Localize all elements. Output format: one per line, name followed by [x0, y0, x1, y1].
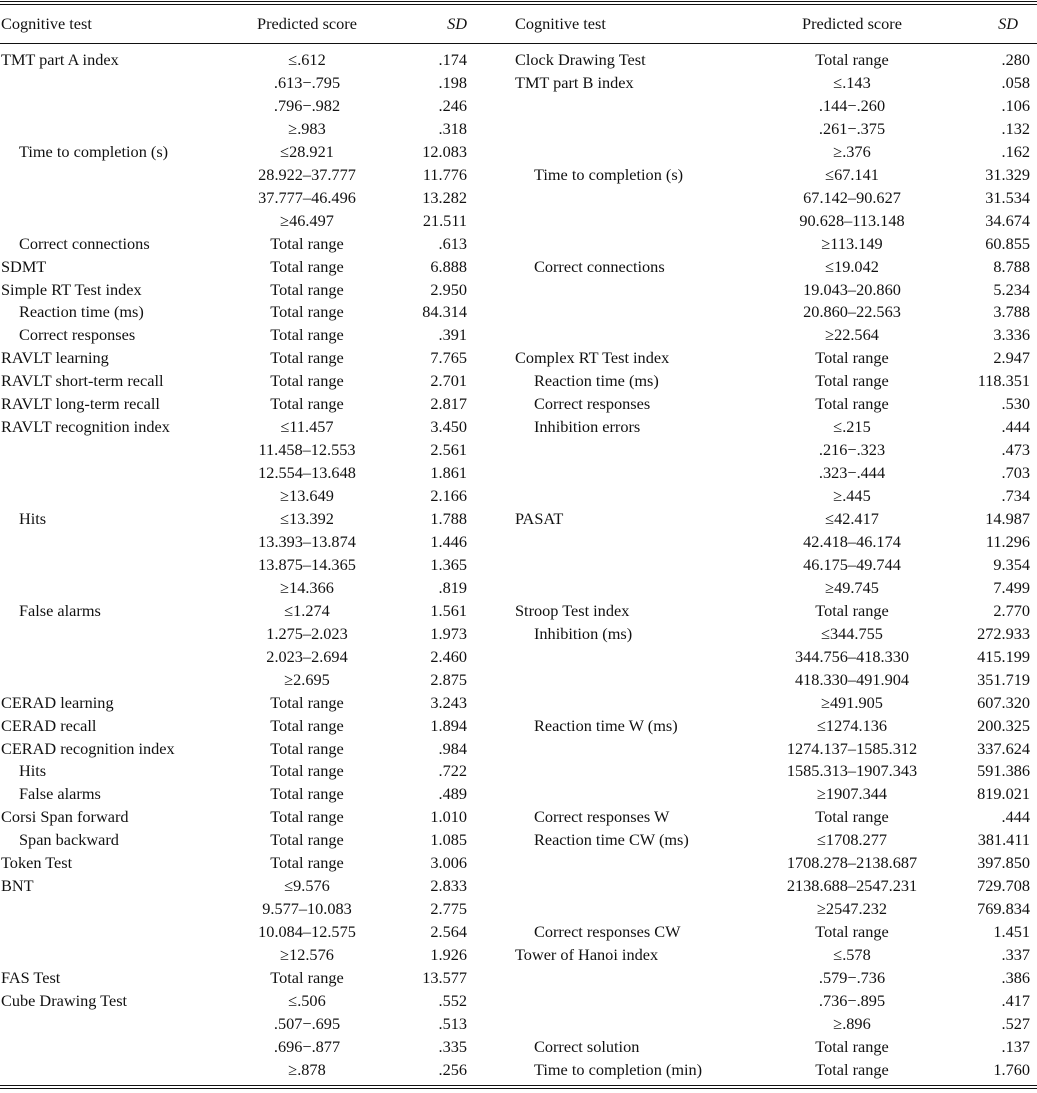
cell-sd: .530 [1001, 394, 1030, 414]
cell-predicted-score: 418.330–491.904 [795, 669, 909, 689]
cell-sd: 1.861 [430, 463, 467, 483]
cell-test: Correct responses W [534, 807, 670, 827]
cell-predicted-score: 28.922–37.777 [258, 164, 356, 184]
cell-sd: .246 [438, 95, 467, 115]
cell-sd: 1.451 [993, 922, 1030, 942]
cell-sd: .444 [1001, 417, 1030, 437]
cell-predicted-score: Total range [270, 279, 344, 299]
cell-predicted-score: 42.418–46.174 [803, 531, 901, 551]
cell-predicted-score: 344.756–418.330 [795, 646, 909, 666]
cell-predicted-score: 37.777–46.496 [258, 187, 356, 207]
cell-sd: 5.234 [993, 279, 1030, 299]
header-left-sd: SD [447, 14, 467, 33]
cell-test: Correct connections [19, 233, 150, 253]
cell-test: Time to completion (min) [534, 1059, 703, 1079]
cell-predicted-score: ≥113.149 [821, 233, 883, 253]
cell-predicted-score: .507−.695 [273, 1013, 341, 1033]
cell-test: Inhibition errors [534, 417, 641, 437]
cell-predicted-score: Total range [270, 830, 344, 850]
cell-predicted-score: ≥2547.232 [817, 899, 887, 919]
cell-predicted-score: ≥.445 [833, 486, 871, 506]
cell-test: RAVLT long-term recall [1, 394, 160, 414]
cell-test: Hits [19, 761, 47, 781]
cell-sd: .527 [1001, 1013, 1030, 1033]
cell-predicted-score: ≤1708.277 [817, 830, 887, 850]
cell-test: Correct connections [534, 256, 665, 276]
cell-predicted-score: ≥.376 [833, 141, 871, 161]
cell-sd: 337.624 [977, 738, 1030, 758]
cell-test: RAVLT learning [1, 348, 109, 368]
cell-sd: .337 [1001, 945, 1030, 965]
cell-sd: .132 [1001, 118, 1030, 138]
cell-test: Complex RT Test index [515, 348, 670, 368]
top-rule-double [0, 4, 1037, 5]
cell-sd: .162 [1001, 141, 1030, 161]
cell-predicted-score: Total range [270, 371, 344, 391]
cell-sd: 381.411 [977, 830, 1030, 850]
cell-sd: 397.850 [977, 853, 1030, 873]
cell-test: Token Test [1, 853, 73, 873]
cell-sd: .819 [438, 577, 467, 597]
cell-test: Reaction time W (ms) [534, 715, 678, 735]
cell-predicted-score: .796−.982 [273, 95, 341, 115]
cell-sd: 2.564 [430, 922, 467, 942]
cell-predicted-score: Total range [270, 807, 344, 827]
cell-predicted-score: ≥.878 [288, 1059, 326, 1079]
cell-sd: .335 [438, 1036, 467, 1056]
cell-test: Simple RT Test index [1, 279, 142, 299]
cell-predicted-score: .323−.444 [818, 463, 886, 483]
cell-predicted-score: Total range [815, 348, 889, 368]
cell-predicted-score: ≥.896 [833, 1013, 871, 1033]
cell-predicted-score: 11.458–12.553 [258, 440, 356, 460]
cell-sd: 2.775 [430, 899, 467, 919]
cell-sd: .417 [1001, 990, 1030, 1010]
cell-sd: 14.987 [985, 509, 1030, 528]
cell-predicted-score: .261−.375 [818, 118, 886, 138]
cell-predicted-score: 19.043–20.860 [803, 279, 901, 299]
cell-sd: .391 [438, 325, 467, 345]
cell-sd: 1.973 [430, 623, 467, 643]
cell-predicted-score: Total range [270, 968, 344, 987]
cell-sd: 1.010 [430, 807, 467, 827]
cell-predicted-score: Total range [815, 371, 889, 391]
cell-predicted-score: 2138.688–2547.231 [786, 876, 918, 896]
cell-predicted-score: Total range [270, 692, 344, 712]
cell-sd: .318 [438, 118, 467, 138]
cell-predicted-score: 90.628–113.148 [799, 210, 905, 230]
cell-sd: 3.243 [430, 692, 467, 712]
top-rule [0, 1, 1037, 2]
cell-predicted-score: ≤67.141 [825, 164, 879, 184]
cell-sd: 84.314 [422, 302, 467, 322]
cell-sd: 3.788 [993, 302, 1030, 322]
cell-predicted-score: ≥.983 [288, 118, 326, 138]
cell-sd: 3.336 [993, 325, 1030, 345]
cell-sd: 21.511 [422, 210, 467, 230]
cell-predicted-score: ≥49.745 [825, 577, 879, 597]
cell-predicted-score: 1585.313–1907.343 [786, 761, 918, 781]
cell-sd: 7.499 [993, 577, 1030, 597]
cell-test: CERAD learning [1, 692, 114, 712]
cell-test: Time to completion (s) [19, 141, 169, 161]
header-left-test: Cognitive test [1, 14, 92, 33]
cell-sd: 2.833 [430, 876, 467, 896]
cell-predicted-score: Total range [270, 853, 344, 873]
cell-sd: 118.351 [977, 371, 1030, 391]
cell-sd: 1.561 [430, 600, 467, 620]
cell-sd: .473 [1001, 440, 1030, 460]
cell-test: Reaction time (ms) [534, 371, 659, 391]
cell-sd: .174 [438, 50, 467, 69]
cell-test: Corsi Span forward [1, 807, 129, 827]
cell-predicted-score: 1708.278–2138.687 [786, 853, 918, 873]
cell-test: False alarms [19, 784, 101, 804]
cell-sd: 8.788 [993, 256, 1030, 276]
cell-predicted-score: .144−.260 [818, 95, 886, 115]
cell-sd: 3.006 [430, 853, 467, 873]
cell-predicted-score: Total range [815, 922, 889, 942]
header-rule [0, 43, 1037, 44]
cell-sd: .386 [1001, 968, 1030, 987]
cell-predicted-score: Total range [815, 394, 889, 414]
cell-sd: 2.875 [430, 669, 467, 689]
cell-test: Cube Drawing Test [1, 990, 128, 1010]
cell-test: Span backward [19, 830, 119, 850]
cell-predicted-score: ≤1.274 [284, 600, 330, 620]
cell-predicted-score: Total range [270, 233, 344, 253]
cell-sd: 729.708 [977, 876, 1030, 896]
cell-sd: .722 [438, 761, 467, 781]
cell-predicted-score: ≤.143 [833, 72, 871, 92]
cell-sd: .552 [438, 990, 467, 1010]
cell-sd: 2.561 [430, 440, 467, 460]
cell-sd: 607.320 [977, 692, 1030, 712]
cell-predicted-score: Total range [270, 715, 344, 735]
cell-sd: 31.534 [985, 187, 1030, 207]
cell-sd: 1.365 [430, 554, 467, 574]
cell-sd: .198 [438, 72, 467, 92]
cell-predicted-score: ≤.578 [833, 945, 871, 965]
cell-sd: 13.577 [422, 968, 467, 987]
cell-predicted-score: 1274.137–1585.312 [786, 738, 918, 758]
header-right-test: Cognitive test [515, 14, 606, 33]
cell-sd: .256 [438, 1059, 467, 1079]
cell-sd: 2.817 [430, 394, 467, 414]
cell-predicted-score: ≥1907.344 [817, 784, 887, 804]
cell-sd: 272.933 [977, 623, 1030, 643]
cell-predicted-score: ≤28.921 [280, 141, 334, 161]
cell-sd: 3.450 [430, 417, 467, 437]
cell-predicted-score: .736−.895 [818, 990, 886, 1010]
cell-test: Tower of Hanoi index [515, 945, 659, 965]
cell-predicted-score: Total range [815, 1036, 889, 1056]
cell-predicted-score: 13.393–13.874 [258, 531, 356, 551]
cell-sd: 2.950 [430, 279, 467, 299]
cell-test: RAVLT recognition index [1, 417, 170, 437]
cell-sd: 1.760 [993, 1059, 1030, 1079]
cell-sd: 12.083 [422, 141, 467, 161]
cell-predicted-score: Total range [270, 256, 344, 276]
cell-predicted-score: ≥14.366 [280, 577, 334, 597]
cell-predicted-score: ≥46.497 [280, 210, 334, 230]
cell-predicted-score: 67.142–90.627 [803, 187, 901, 207]
cell-predicted-score: Total range [270, 784, 344, 804]
cell-predicted-score: Total range [270, 738, 344, 758]
cell-predicted-score: 20.860–22.563 [803, 302, 901, 322]
cell-predicted-score: 2.023–2.694 [266, 646, 348, 666]
cell-predicted-score: 12.554–13.648 [258, 463, 356, 483]
cell-predicted-score: 13.875–14.365 [258, 554, 356, 574]
cell-test: CERAD recall [1, 715, 97, 735]
cell-sd: .137 [1001, 1036, 1030, 1056]
cell-test: Correct responses [19, 325, 136, 345]
cell-predicted-score: .613−.795 [273, 72, 341, 92]
cell-sd: .444 [1001, 807, 1030, 827]
cell-sd: 591.386 [977, 761, 1030, 781]
cell-predicted-score: Total range [270, 394, 344, 414]
cell-predicted-score: 1.275–2.023 [266, 623, 348, 643]
cell-sd: 13.282 [422, 187, 467, 207]
cell-test: Hits [19, 509, 47, 528]
cell-predicted-score: Total range [270, 348, 344, 368]
bottom-rule-double [0, 1088, 1037, 1089]
cell-sd: 1.788 [430, 509, 467, 528]
cell-test: Inhibition (ms) [534, 623, 633, 643]
cell-test: CERAD recognition index [1, 738, 175, 758]
cell-test: Reaction time (ms) [19, 302, 144, 322]
bottom-rule [0, 1085, 1037, 1086]
cell-predicted-score: Total range [815, 600, 889, 620]
header-right-predicted: Predicted score [802, 14, 902, 33]
cell-sd: 415.199 [977, 646, 1030, 666]
cell-sd: 200.325 [977, 715, 1030, 735]
cell-predicted-score: ≤.612 [288, 50, 326, 69]
cell-predicted-score: ≤1274.136 [817, 715, 887, 735]
cell-predicted-score: ≤11.457 [280, 417, 334, 437]
cell-predicted-score: ≤.215 [833, 417, 871, 437]
cell-sd: 31.329 [985, 164, 1030, 184]
cell-predicted-score: Total range [815, 1059, 889, 1079]
cell-sd: 351.719 [977, 669, 1030, 689]
cell-sd: 1.446 [430, 531, 467, 551]
cell-predicted-score: 10.084–12.575 [258, 922, 356, 942]
cell-predicted-score: ≥2.695 [284, 669, 330, 689]
cell-sd: .513 [438, 1013, 467, 1033]
cell-predicted-score: ≤42.417 [825, 509, 879, 528]
cell-predicted-score: 9.577–10.083 [262, 899, 352, 919]
cell-test: Correct responses CW [534, 922, 681, 942]
cell-predicted-score: Total range [270, 325, 344, 345]
cell-test: PASAT [515, 509, 564, 528]
cell-sd: 2.770 [993, 600, 1030, 620]
cell-predicted-score: Total range [815, 807, 889, 827]
cell-sd: .058 [1001, 72, 1030, 92]
cell-sd: .984 [438, 738, 467, 758]
cell-sd: 9.354 [993, 554, 1030, 574]
header-left-predicted: Predicted score [257, 14, 357, 33]
cell-predicted-score: ≤.506 [288, 990, 326, 1010]
cell-sd: .613 [438, 233, 467, 253]
cell-test: Stroop Test index [515, 600, 630, 620]
cell-sd: 769.834 [977, 899, 1030, 919]
cell-predicted-score: ≥491.905 [821, 692, 883, 712]
cell-sd: 1.926 [430, 945, 467, 965]
cell-predicted-score: ≤344.755 [821, 623, 883, 643]
cell-sd: .106 [1001, 95, 1030, 115]
cell-predicted-score: ≥22.564 [825, 325, 879, 345]
cell-sd: 2.701 [430, 371, 467, 391]
header-right-sd: SD [998, 14, 1018, 33]
cell-predicted-score: ≤9.576 [284, 876, 330, 896]
cell-test: Clock Drawing Test [515, 50, 646, 69]
cell-predicted-score: ≤19.042 [825, 256, 879, 276]
cell-sd: .703 [1001, 463, 1030, 483]
cell-predicted-score: .696−.877 [273, 1036, 341, 1056]
cell-sd: .734 [1001, 486, 1030, 506]
cell-test: FAS Test [1, 968, 61, 987]
cell-sd: 2.460 [430, 646, 467, 666]
cell-sd: 2.166 [430, 486, 467, 506]
cell-predicted-score: Total range [270, 302, 344, 322]
cell-predicted-score: Total range [270, 761, 344, 781]
cell-sd: 11.296 [985, 531, 1030, 551]
cell-test: SDMT [1, 256, 47, 276]
cell-sd: 11.776 [422, 164, 467, 184]
cell-sd: 34.674 [985, 210, 1030, 230]
cell-sd: 1.085 [430, 830, 467, 850]
cell-sd: 1.894 [430, 715, 467, 735]
cell-predicted-score: .216−.323 [818, 440, 886, 460]
cell-sd: 6.888 [430, 256, 467, 276]
cell-predicted-score: ≥13.649 [280, 486, 334, 506]
cell-sd: .489 [438, 784, 467, 804]
cell-test: False alarms [19, 600, 101, 620]
cell-sd: 2.947 [993, 348, 1030, 368]
cell-sd: .280 [1001, 50, 1030, 69]
cell-test: Reaction time CW (ms) [534, 830, 689, 850]
cell-sd: 60.855 [985, 233, 1030, 253]
cell-test: Correct solution [534, 1036, 640, 1056]
cell-test: Time to completion (s) [534, 164, 684, 184]
cell-predicted-score: 46.175–49.744 [803, 554, 901, 574]
cell-predicted-score: ≥12.576 [280, 945, 334, 965]
cell-predicted-score: ≤13.392 [280, 509, 334, 528]
cell-test: Correct responses [534, 394, 651, 414]
cell-test: TMT part A index [1, 50, 119, 69]
cell-predicted-score: Total range [815, 50, 889, 69]
cell-sd: 819.021 [977, 784, 1030, 804]
cell-test: RAVLT short-term recall [1, 371, 164, 391]
cell-sd: 7.765 [430, 348, 467, 368]
cell-test: TMT part B index [515, 72, 634, 92]
cell-test: BNT [1, 876, 34, 896]
cell-predicted-score: .579−.736 [818, 968, 886, 987]
